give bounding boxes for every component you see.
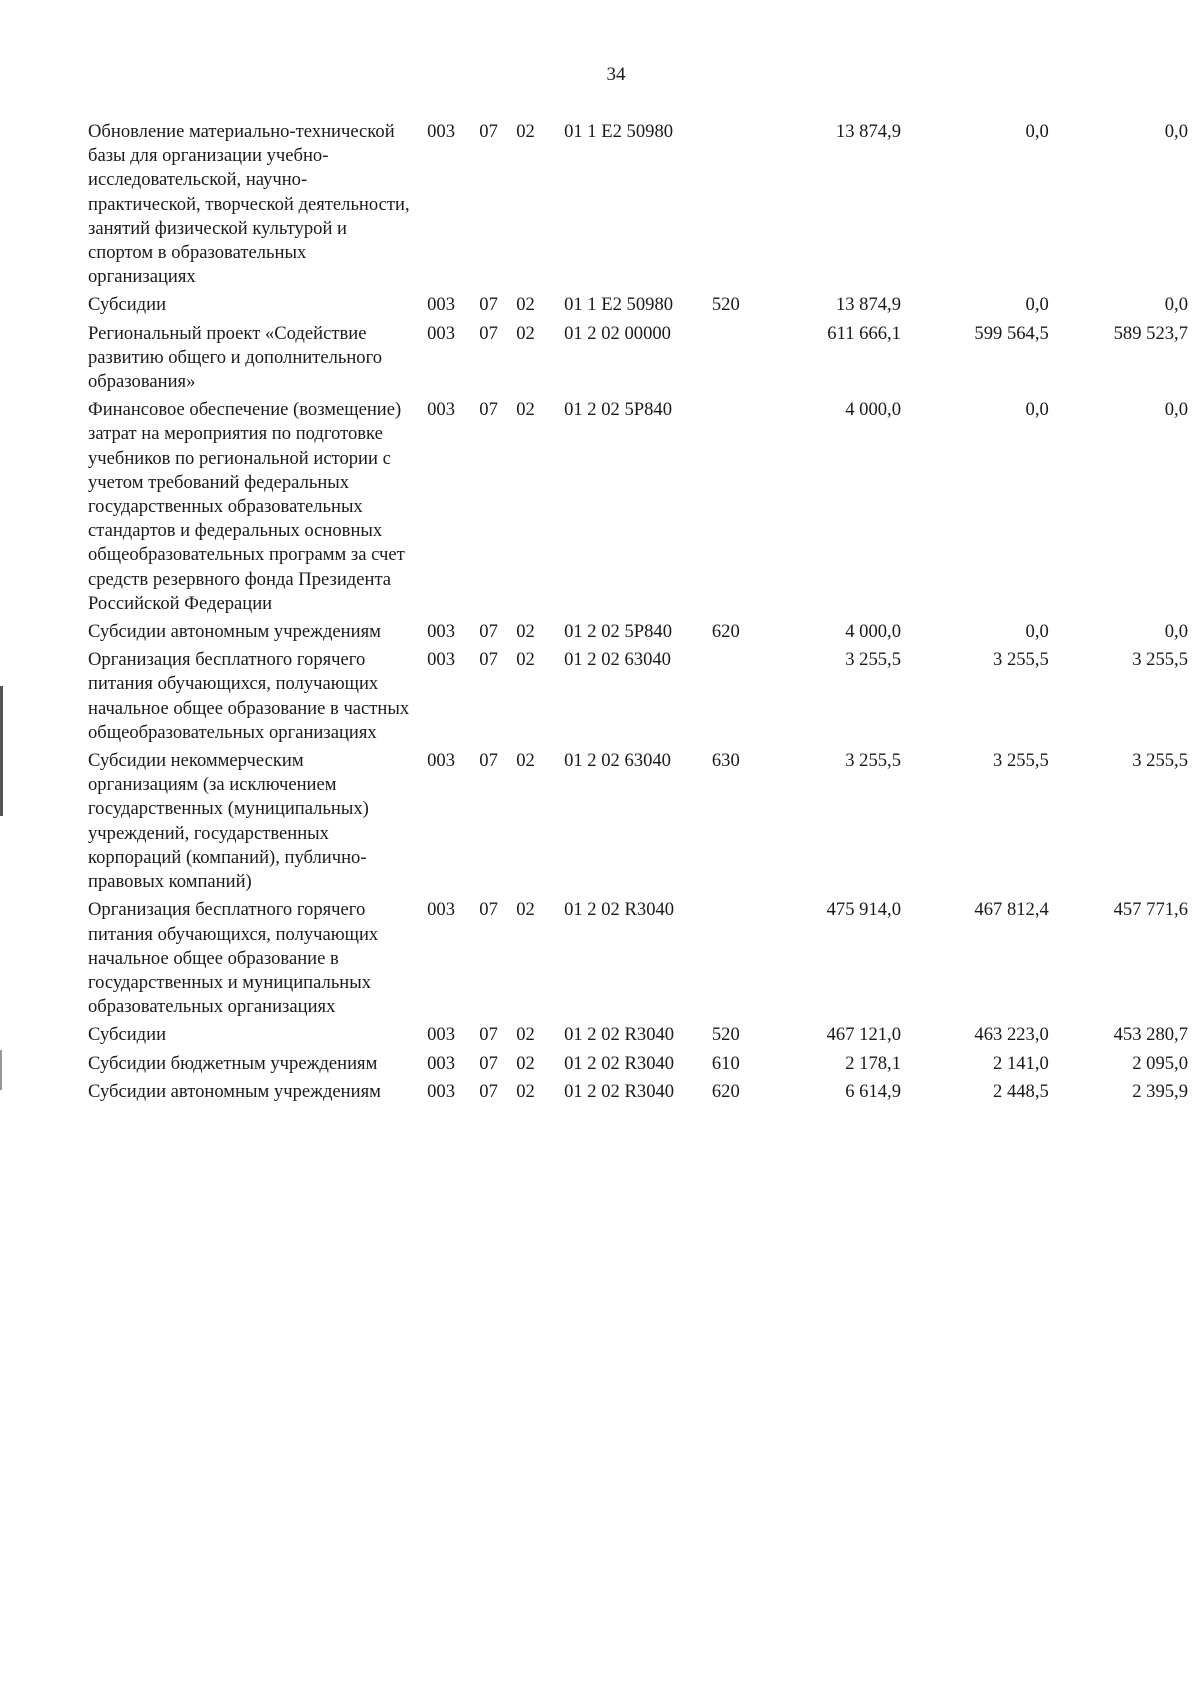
table-row [88,1080,1188,1108]
table-body [88,120,1188,1108]
subsection-code: 02 [516,1080,535,1102]
section-code: 07 [479,1052,498,1074]
amount-year-3: 0,0 [1164,399,1188,421]
section-code: 07 [479,750,498,772]
table-row [88,749,1188,898]
subsection-code: 02 [516,294,535,316]
amount-year-2: 3 255,5 [993,649,1049,671]
target-article: 01 2 02 5P840 [564,621,673,643]
table-row [88,1023,1188,1051]
amount-year-1: 467 121,0 [826,1024,901,1046]
section-code: 07 [479,649,498,671]
row-name: Региональный проект «Содействие развитию общего и дополнительного образования» [88,322,383,393]
row-name: Организация бесплатного горячего питания обучающихся, получающих начальное общее образование в государственных и муниципальных образовательных организациях [88,899,379,1018]
table-row [88,398,1188,620]
row-name: Субсидии [88,1024,167,1046]
amount-year-1: 611 666,1 [827,322,901,344]
amount-year-2: 467 812,4 [974,899,1049,921]
row-name: Субсидии автономным учреждениям [88,1080,381,1102]
amount-year-3: 453 280,7 [1113,1024,1188,1046]
amount-year-2: 0,0 [1025,621,1049,643]
admin-code: 003 [427,1080,456,1102]
subsection-code: 02 [516,1052,535,1074]
expense-type [712,398,760,620]
amount-year-1: 2 178,1 [845,1052,901,1074]
subsection-code: 02 [516,121,535,142]
budget-table [88,120,1188,1108]
section-code: 07 [479,899,498,921]
subsection-code: 02 [516,621,535,643]
table-row [88,620,1188,648]
amount-year-3: 0,0 [1164,294,1188,316]
amount-year-2: 2 448,5 [993,1080,1049,1102]
expense-type: 520 [711,1024,740,1046]
amount-year-1: 3 255,5 [845,750,901,772]
expense-type: 620 [711,1080,740,1102]
scan-artifact [0,686,3,816]
amount-year-3: 3 255,5 [1132,649,1188,671]
amount-year-3: 2 095,0 [1132,1052,1188,1074]
target-article: 01 2 02 63040 [564,750,671,772]
target-article: 01 2 02 R3040 [564,1080,675,1102]
subsection-code: 02 [516,1024,535,1046]
amount-year-1: 475 914,0 [826,899,901,921]
table-row [88,322,1188,399]
section-code: 07 [479,1024,498,1046]
section-code: 07 [479,399,498,421]
row-name: Субсидии [88,294,167,316]
admin-code: 003 [427,322,456,344]
amount-year-2: 599 564,5 [974,322,1049,344]
subsection-code: 02 [516,399,535,421]
amount-year-1: 3 255,5 [845,649,901,671]
row-name: Субсидии бюджетным учреждениям [88,1052,378,1074]
table-row [88,898,1188,1023]
amount-year-1: 4 000,0 [845,399,901,421]
expense-type [712,898,760,1023]
expense-type [712,648,760,749]
admin-code: 003 [427,899,456,921]
admin-code: 003 [427,121,456,142]
expense-type [712,120,760,293]
target-article: 01 1 E2 50980 [564,294,674,316]
subsection-code: 02 [516,899,535,921]
amount-year-2: 463 223,0 [974,1024,1049,1046]
amount-year-2: 0,0 [1025,294,1049,316]
section-code: 07 [479,1080,498,1102]
admin-code: 003 [427,750,456,772]
subsection-code: 02 [516,649,535,671]
amount-year-2: 0,0 [1025,399,1049,421]
admin-code: 003 [427,649,456,671]
expense-type: 610 [711,1052,740,1074]
target-article: 01 1 E2 50980 [564,121,674,142]
amount-year-3: 3 255,5 [1132,750,1188,772]
table-row [88,1052,1188,1080]
table-row [88,648,1188,749]
section-code: 07 [479,121,498,142]
row-name: Обновление материально-технической базы для организации учебно-исследовательской, научно-практической, творческой деятельности, занятий физической культурой и спортом в образовательных организациях [88,121,410,288]
admin-code: 003 [427,621,456,643]
subsection-code: 02 [516,322,535,344]
amount-year-3: 589 523,7 [1113,322,1188,344]
admin-code: 003 [427,294,456,316]
page-number: 34 [606,64,626,85]
table-row [88,120,1188,293]
expense-type: 630 [711,750,740,772]
target-article: 01 2 02 R3040 [564,1052,675,1074]
section-code: 07 [479,621,498,643]
scan-artifact [0,1050,2,1090]
section-code: 07 [479,294,498,316]
section-code: 07 [479,322,498,344]
amount-year-1: 13 874,9 [835,121,901,142]
amount-year-2: 0,0 [1025,121,1049,142]
amount-year-3: 0,0 [1164,621,1188,643]
target-article: 01 2 02 R3040 [564,899,675,921]
amount-year-2: 2 141,0 [993,1052,1049,1074]
row-name: Финансовое обеспечение (возмещение) затрат на мероприятия по подготовке учебников по региональной истории с учетом требований федеральных государственных образовательных стандартов и федеральных основных общеобразовательных программ за счет средств резервного фонда Президента Российской Федерации [88,399,405,614]
amount-year-1: 13 874,9 [835,294,901,316]
target-article: 01 2 02 5P840 [564,399,673,421]
admin-code: 003 [427,1024,456,1046]
admin-code: 003 [427,1052,456,1074]
row-name: Организация бесплатного горячего питания обучающихся, получающих начальное общее образование в частных общеобразовательных организациях [88,649,410,743]
admin-code: 003 [427,399,456,421]
amount-year-2: 3 255,5 [993,750,1049,772]
expense-type [712,322,760,399]
table-row [88,293,1188,321]
row-name: Субсидии автономным учреждениям [88,621,381,643]
subsection-code: 02 [516,750,535,772]
target-article: 01 2 02 R3040 [564,1024,675,1046]
expense-type: 620 [711,621,740,643]
amount-year-1: 6 614,9 [845,1080,901,1102]
amount-year-1: 4 000,0 [845,621,901,643]
target-article: 01 2 02 63040 [564,649,671,671]
amount-year-3: 0,0 [1164,121,1188,142]
target-article: 01 2 02 00000 [564,322,671,344]
expense-type: 520 [711,294,740,316]
amount-year-3: 457 771,6 [1113,899,1188,921]
row-name: Субсидии некоммерческим организациям (за исключением государственных (муниципальных) учреждений, государственных корпораций (компаний), публично-правовых компаний) [88,750,369,893]
amount-year-3: 2 395,9 [1132,1080,1188,1102]
